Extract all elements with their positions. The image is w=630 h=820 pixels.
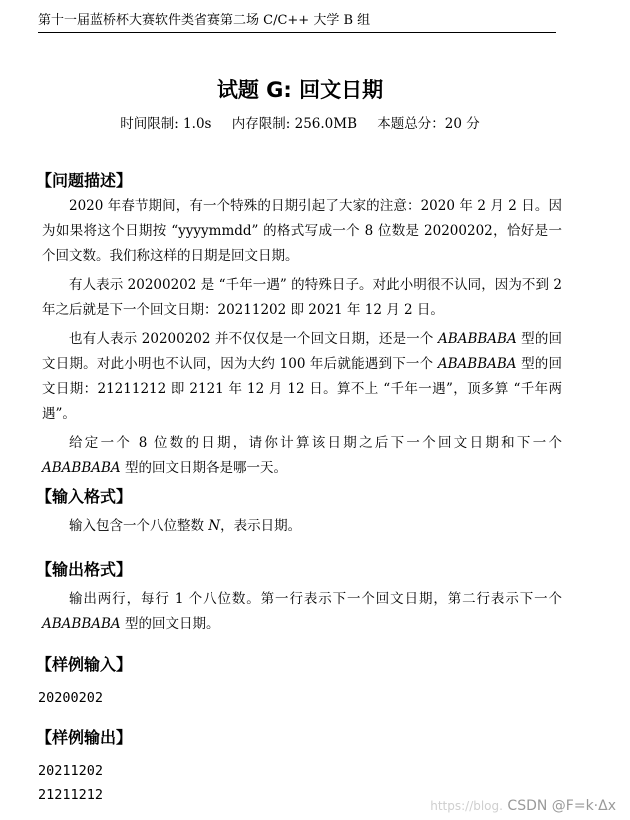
- page-header: 第十一届蓝桥杯大赛软件类省赛第二场 C/C++ 大学 B 组: [38, 10, 556, 33]
- input-format-heading: 【输入格式】: [36, 487, 133, 506]
- sample-output-line-2: 21211212: [38, 787, 104, 803]
- description-paragraph-2: 有人表示 20200202 是 “千年一遇” 的特殊日子。对此小明很不认同，因为不到 2 年之后就是下一个回文日期：20211202 即 2021 年 12 月 2 日。: [42, 277, 562, 318]
- description-section: [36, 168, 563, 485]
- sample-output-section: [36, 725, 562, 807]
- pattern-text: ABABBABA: [438, 331, 517, 347]
- sample-input-section: [36, 652, 562, 710]
- variable-n: N: [208, 518, 221, 534]
- sample-output-line-1: 20211202: [38, 763, 104, 779]
- problem-title: 试题 G: 回文日期: [216, 78, 384, 102]
- pattern-text: ABABBABA: [42, 460, 121, 476]
- input-format-section: [36, 484, 562, 543]
- pattern-text: ABABBABA: [437, 356, 517, 372]
- sample-input-line: 20200202: [38, 690, 104, 706]
- output-format-heading: 【输出格式】: [36, 560, 133, 579]
- sample-input-heading: 【样例输入】: [36, 655, 133, 674]
- limits-line: [0, 112, 600, 136]
- input-format-text: 输入包含一个八位整数 N，表示日期。: [69, 518, 302, 534]
- csdn-watermark: https://blog. CSDN @F=k·Δx: [430, 798, 616, 814]
- description-paragraph-1: 2020 年春节期间，有一个特殊的日期引起了大家的注意：2020 年 2 月 2 日。因为如果将这个日期按 “yyyymmdd” 的格式写成一个 8 位数是 20200202，恰好是一个回文数。我们称这样的日期是回文日期。: [42, 198, 562, 264]
- total-score: 本题总分：20 分: [377, 116, 480, 132]
- output-format-text: 输出两行，每行 1 个八位数。第一行表示下一个回文日期，第二行表示下一个 ABABBABA 型的回文日期。: [42, 591, 562, 632]
- pattern-text: ABABBABA: [42, 616, 121, 632]
- description-paragraph-4: 给定一个 8 位数的日期，请你计算该日期之后下一个回文日期和下一个 ABABBABA 型的回文日期各是哪一天。: [42, 435, 562, 476]
- description-paragraph-3: 也有人表示 20200202 并不仅仅是一个回文日期，还是一个 ABABBABA 型的回文日期。对此小明也不认同，因为大约 100 年后就能遇到下一个 ABABBABA 型的回文日期：21211212 即 2121 年 12 月 12 日。算不上 “千年一遇”，顶多算 “千年两遇”。: [42, 331, 563, 422]
- memory-limit: 内存限制: 256.0MB: [231, 116, 357, 132]
- output-format-section: [36, 557, 562, 641]
- description-heading: 【问题描述】: [36, 171, 133, 190]
- time-limit: 时间限制: 1.0s: [120, 116, 212, 132]
- sample-output-heading: 【样例输出】: [36, 728, 133, 747]
